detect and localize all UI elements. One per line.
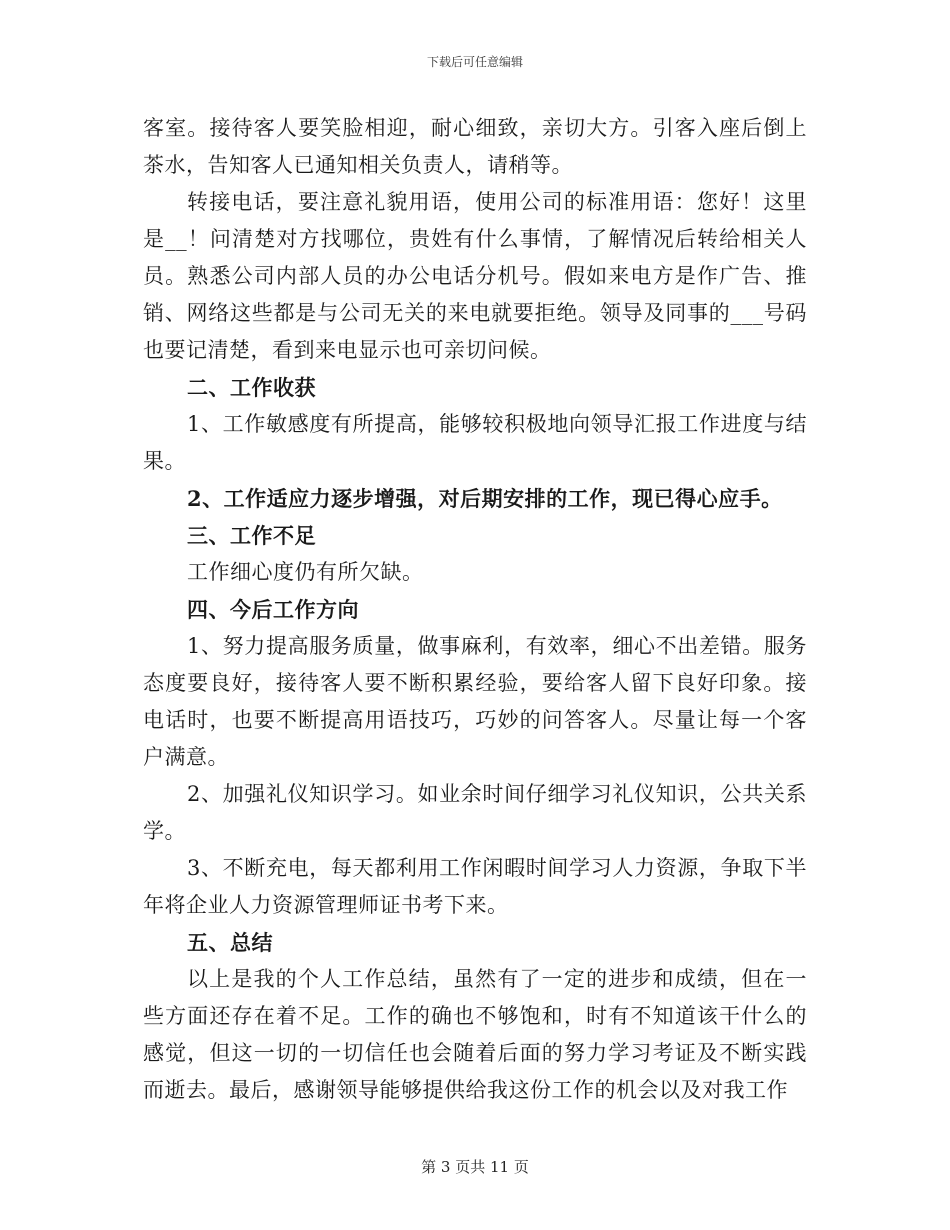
- gains-item-1: 1、工作敏感度有所提高，能够较积极地向领导汇报工作进度与结果。: [143, 412, 807, 473]
- direction-item-1: 1、努力提高服务质量，做事麻利，有效率，细心不出差错。服务态度要良好，接待客人要不断积累经验，要给客人留下良好印象。接电话时，也要不断提高用语技巧，巧妙的问答客人。尽量让每一个客户满意。: [143, 634, 807, 769]
- page-header: 下载后可任意编辑: [426, 55, 523, 69]
- document-body: [143, 110, 807, 1109]
- paragraph-continuation: 客室。接待客人要笑脸相迎，耐心细致，亲切大方。引客入座后倒上茶水，告知客人已通知相关负责人，请稍等。: [143, 116, 807, 177]
- section-heading-direction: 四、今后工作方向: [187, 597, 359, 622]
- section-heading-shortcomings: 三、工作不足: [187, 523, 316, 548]
- paragraph-phone: 转接电话，要注意礼貌用语，使用公司的标准用语：您好！这里是__！问清楚对方找哪位，贵姓有什么事情，了解情况后转给相关人员。熟悉公司内部人员的办公电话分机号。假如来电方是作广告、推销、网络这些都是与公司无关的来电就要拒绝。领导及同事的___号码也要记清楚，看到来电显示也可亲切问候。: [143, 190, 807, 362]
- direction-item-2: 2、加强礼仪知识学习。如业余时间仔细学习礼仪知识，公共关系学。: [143, 782, 807, 843]
- section-heading-summary: 五、总结: [187, 930, 273, 955]
- page-footer: 第 3 页共 11 页: [421, 1158, 529, 1176]
- gains-item-2: 2、工作适应力逐步增强，对后期安排的工作，现已得心应手。: [187, 486, 783, 511]
- summary-text: 以上是我的个人工作总结，虽然有了一定的进步和成绩，但在一些方面还存在着不足。工作的确也不够饱和，时有不知道该干什么的感觉，但这一切的一切信任也会随着后面的努力学习考证及不断实践而逝去。最后，感谢领导能够提供给我这份工作的机会以及对我工作: [143, 967, 807, 1102]
- direction-item-3: 3、不断充电，每天都利用工作闲暇时间学习人力资源，争取下半年将企业人力资源管理师证书考下来。: [143, 856, 807, 917]
- shortcomings-text: 工作细心度仍有所欠缺。: [187, 560, 424, 584]
- section-heading-gains: 二、工作收获: [187, 375, 316, 400]
